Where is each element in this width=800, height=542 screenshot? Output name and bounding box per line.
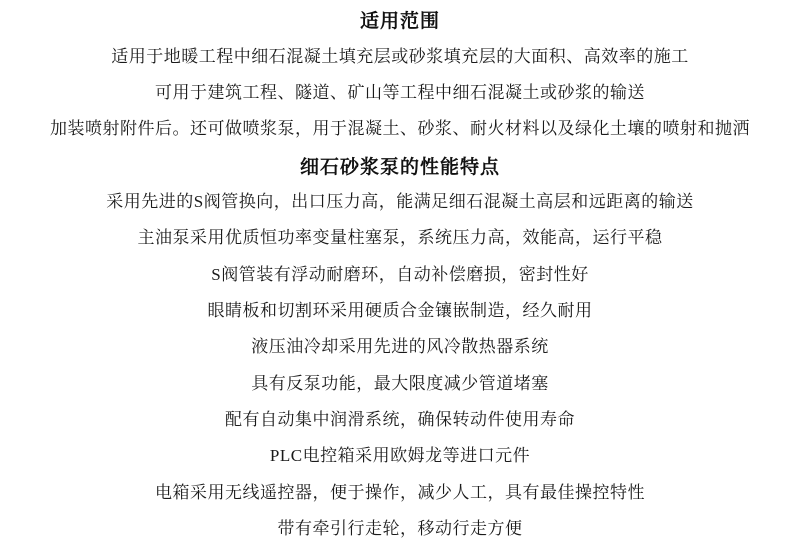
feature-line-6: 具有反泵功能，最大限度减少管道堵塞 bbox=[251, 373, 549, 393]
feature-line-9: 电箱采用无线遥控器，便于操作，减少人工，具有最佳操控特性 bbox=[155, 482, 645, 502]
feature-line-2: 主油泵采用优质恒功率变量柱塞泵，系统压力高，效能高，运行平稳 bbox=[137, 228, 663, 248]
feature-line-7: 配有自动集中润滑系统，确保转动件使用寿命 bbox=[225, 410, 575, 430]
feature-line-1: 采用先进的S阀管换向，出口压力高，能满足细石混凝土高层和远距离的输送 bbox=[106, 192, 694, 212]
feature-line-8: PLC电控箱采用欧姆龙等进口元件 bbox=[269, 446, 531, 466]
feature-line-4: 眼睛板和切割环采用硬质合金镶嵌制造，经久耐用 bbox=[207, 301, 593, 321]
scope-line-1: 适用于地暖工程中细石混凝土填充层或砂浆填充层的大面积、高效率的施工 bbox=[111, 46, 689, 66]
scope-line-3: 加装喷射附件后。还可做喷浆泵，用于混凝土、砂浆、耐火材料以及绿化土壤的喷射和抛洒 bbox=[50, 119, 750, 139]
feature-line-3: S阀管装有浮动耐磨环，自动补偿磨损，密封性好 bbox=[211, 264, 589, 284]
feature-line-5: 液压油冷却采用先进的风冷散热器系统 bbox=[251, 337, 549, 357]
section-heading-scope: 适用范围 bbox=[359, 11, 440, 32]
feature-line-10: 带有牵引行走轮，移动行走方便 bbox=[277, 519, 523, 539]
scope-line-2: 可用于建筑工程、隧道、矿山等工程中细石混凝土或砂浆的输送 bbox=[155, 82, 645, 102]
section-heading-features: 细石砂浆泵的性能特点 bbox=[299, 156, 500, 178]
